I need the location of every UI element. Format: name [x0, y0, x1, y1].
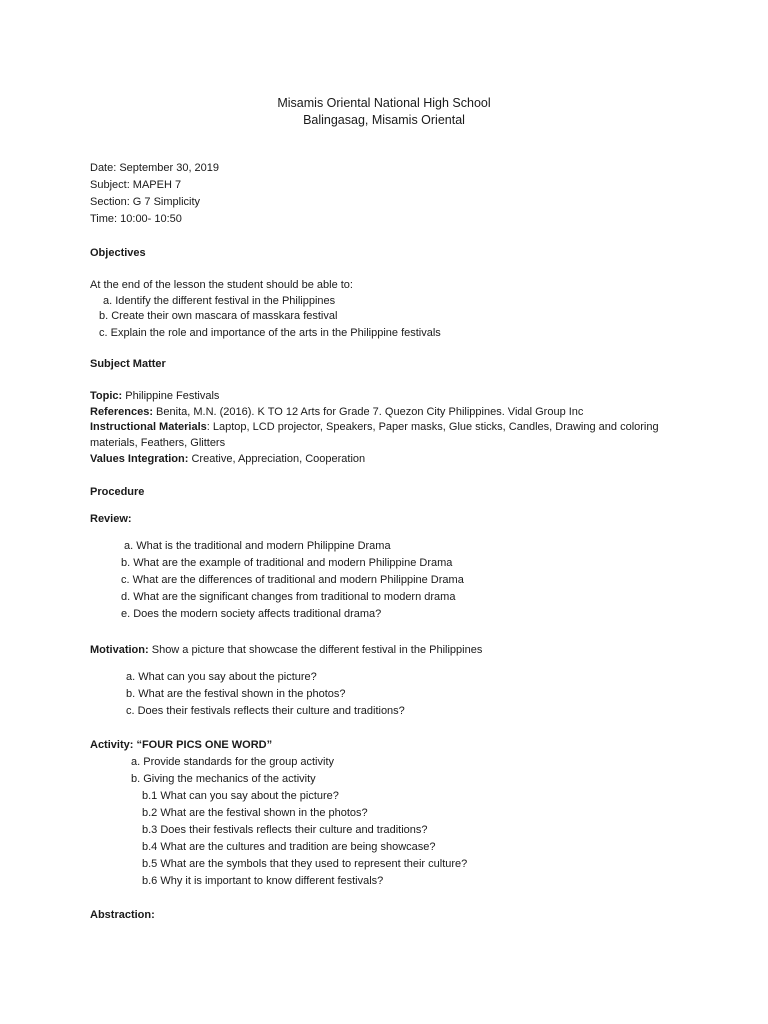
review-heading: Review: — [90, 513, 132, 525]
activity-subitem: b.6 Why it is important to know different festivals? — [142, 875, 384, 887]
materials-line-2: materials, Feathers, Glitters — [90, 437, 226, 449]
motivation-value: Show a picture that showcase the different festival in the Philippines — [151, 644, 483, 656]
school-name: Misamis Oriental National High School — [277, 96, 491, 110]
topic-label: Topic: — [90, 390, 123, 402]
subject-matter-heading: Subject Matter — [90, 358, 166, 370]
materials-label: Instructional Materials — [90, 421, 207, 433]
school-location: Balingasag, Misamis Oriental — [303, 113, 465, 127]
activity-subitem: b.4 What are the cultures and tradition are being showcase? — [142, 841, 436, 853]
references-label: References: — [90, 406, 153, 418]
values-line — [90, 451, 365, 468]
review-item: c. What are the differences of traditional and modern Philippine Drama — [121, 574, 464, 586]
topic-value: Philippine Festivals — [125, 390, 220, 402]
objective-item: c. Explain the role and importance of the arts in the Philippine festivals — [99, 327, 441, 339]
motivation-line — [90, 642, 482, 659]
procedure-heading: Procedure — [90, 486, 145, 498]
review-item: e. Does the modern society affects traditional drama? — [121, 608, 382, 620]
references-value: Benita, M.N. (2016). K TO 12 Arts for Grade 7. Quezon City Philippines. Vidal Group Inc — [156, 406, 584, 418]
motivation-item: c. Does their festivals reflects their culture and traditions? — [126, 705, 405, 717]
date-line: Date: September 30, 2019 — [90, 162, 220, 174]
abstraction-heading: Abstraction: — [90, 909, 155, 921]
review-item: d. What are the significant changes from traditional to modern drama — [121, 591, 456, 603]
review-item: b. What are the example of traditional and modern Philippine Drama — [121, 557, 453, 569]
motivation-item: a. What can you say about the picture? — [126, 671, 317, 683]
activity-heading: Activity: “FOUR PICS ONE WORD” — [90, 739, 273, 751]
materials-line — [90, 419, 659, 436]
values-value: Creative, Appreciation, Cooperation — [191, 453, 366, 465]
motivation-item: b. What are the festival shown in the photos? — [126, 688, 346, 700]
motivation-label: Motivation: — [90, 644, 149, 656]
subject-line: Subject: MAPEH 7 — [90, 179, 182, 191]
time-line: Time: 10:00- 10:50 — [90, 213, 182, 225]
objectives-intro: At the end of the lesson the student should be able to: — [90, 279, 353, 291]
activity-subitem: b.1 What can you say about the picture? — [142, 790, 339, 802]
activity-subitem: b.5 What are the symbols that they used to represent their culture? — [142, 858, 468, 870]
materials-value: : Laptop, LCD projector, Speakers, Paper masks, Glue sticks, Candles, Drawing and coloring — [206, 421, 659, 433]
activity-subitem: b.3 Does their festivals reflects their culture and traditions? — [142, 824, 428, 836]
topic-line — [90, 388, 219, 405]
activity-item: b. Giving the mechanics of the activity — [131, 773, 316, 785]
objectives-heading: Objectives — [90, 247, 146, 259]
activity-item: a. Provide standards for the group activity — [131, 756, 334, 768]
review-item: a. What is the traditional and modern Philippine Drama — [124, 540, 391, 552]
activity-subitem: b.2 What are the festival shown in the photos? — [142, 807, 368, 819]
values-label: Values Integration: — [90, 453, 189, 465]
objective-item: b. Create their own mascara of masskara festival — [99, 310, 338, 322]
section-line: Section: G 7 Simplicity — [90, 196, 201, 208]
objective-item: a. Identify the different festival in the Philippines — [103, 295, 336, 307]
